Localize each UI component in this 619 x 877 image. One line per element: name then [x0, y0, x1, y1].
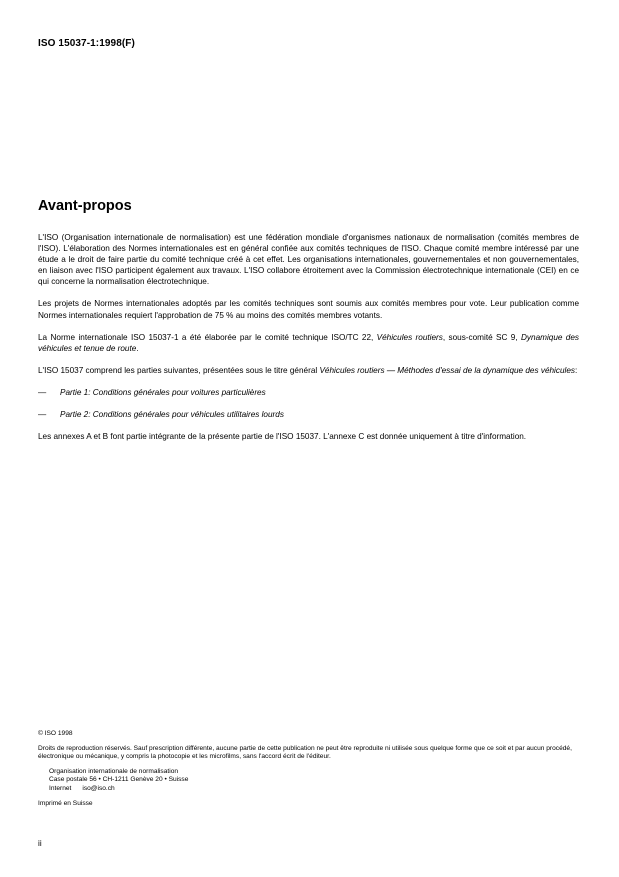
subcommittee-name: Dynamique des véhicules et tenue de route — [38, 332, 580, 353]
paragraph-annexes: Les annexes A et B font partie intégrante de la présente partie de l'ISO 15037. L'annexe C est donnée uniquement à titre d'information. — [38, 432, 527, 442]
committee-text-a: La Norme internationale ISO 15037-1 a été élaborée par le comité technique ISO/TC 22, — [38, 332, 377, 342]
dash-marker: — — [38, 387, 47, 397]
document-id-header: ISO 15037-1:1998(F) — [38, 38, 135, 49]
part-1-title: Partie 1: Conditions générales pour voitures particulières — [60, 387, 266, 397]
paragraph-committee — [38, 332, 579, 354]
committee-text-e: . — [136, 343, 139, 353]
general-title: Véhicules routiers — Méthodes d'essai de la dynamique des véhicules — [319, 365, 575, 375]
committee-text-c: , sous-comité SC 9, — [442, 332, 522, 342]
paragraph-iso-intro: L'ISO (Organisation internationale de normalisation) est une fédération mondiale d'organismes nationaux de normalisation (comités membres de l'ISO). L'élaboration des Normes internationales est en général confiée aux comités techniques de l'ISO. Chaque comité membre intéressé par une étude a le droit de faire partie du comité technique créé à cet effet. Les organisations internationales, gouvernementales et non gouvernementales, en liaison avec l'ISO participent également aux travaux. L'ISO collabore étroitement avec la Commission électrotechnique internationale (CEI) en ce qui concerne la normalisation électrotechnique. — [38, 233, 579, 287]
list-item-part-2 — [38, 409, 579, 420]
org-internet: Internet iso@iso.ch — [49, 784, 115, 792]
paragraph-parts-intro — [38, 365, 579, 376]
copyright-footer — [38, 730, 579, 808]
rights-notice: Droits de reproduction réservés. Sauf prescription différente, aucune partie de cette publication ne peut être reproduite ni utilisée sous quelque forme que ce soit et par aucun procédé, électronique ou mécanique, y compris la photocopie et les microfilms, sans l'accord écrit de l'éditeur. — [38, 744, 572, 761]
foreword-body — [38, 232, 579, 453]
paragraph-voting: Les projets de Normes internationales adoptés par les comités techniques sont soumis aux comités membres pour vote. Leur publication comme Normes internationales requiert l'approbation de 75 % au moins des comités membres votants. — [38, 299, 579, 320]
copyright-line: © ISO 1998 — [38, 730, 73, 737]
parts-intro-text-c: : — [574, 365, 578, 375]
org-address: Case postale 56 • CH-1211 Genève 20 • Suisse — [49, 776, 189, 784]
org-name: Organisation internationale de normalisation — [49, 767, 179, 775]
committee-name: Véhicules routiers — [376, 332, 443, 342]
parts-intro-text-a: L'ISO 15037 comprend les parties suivantes, présentées sous le titre général — [38, 365, 320, 375]
page-number: ii — [38, 839, 42, 848]
section-title: Avant-propos — [38, 198, 132, 214]
printed-in: Imprimé en Suisse — [38, 799, 93, 807]
list-item-part-1 — [38, 387, 579, 398]
part-2-title: Partie 2: Conditions générales pour véhicules utilitaires lourds — [60, 410, 284, 420]
dash-marker: — — [38, 410, 47, 420]
